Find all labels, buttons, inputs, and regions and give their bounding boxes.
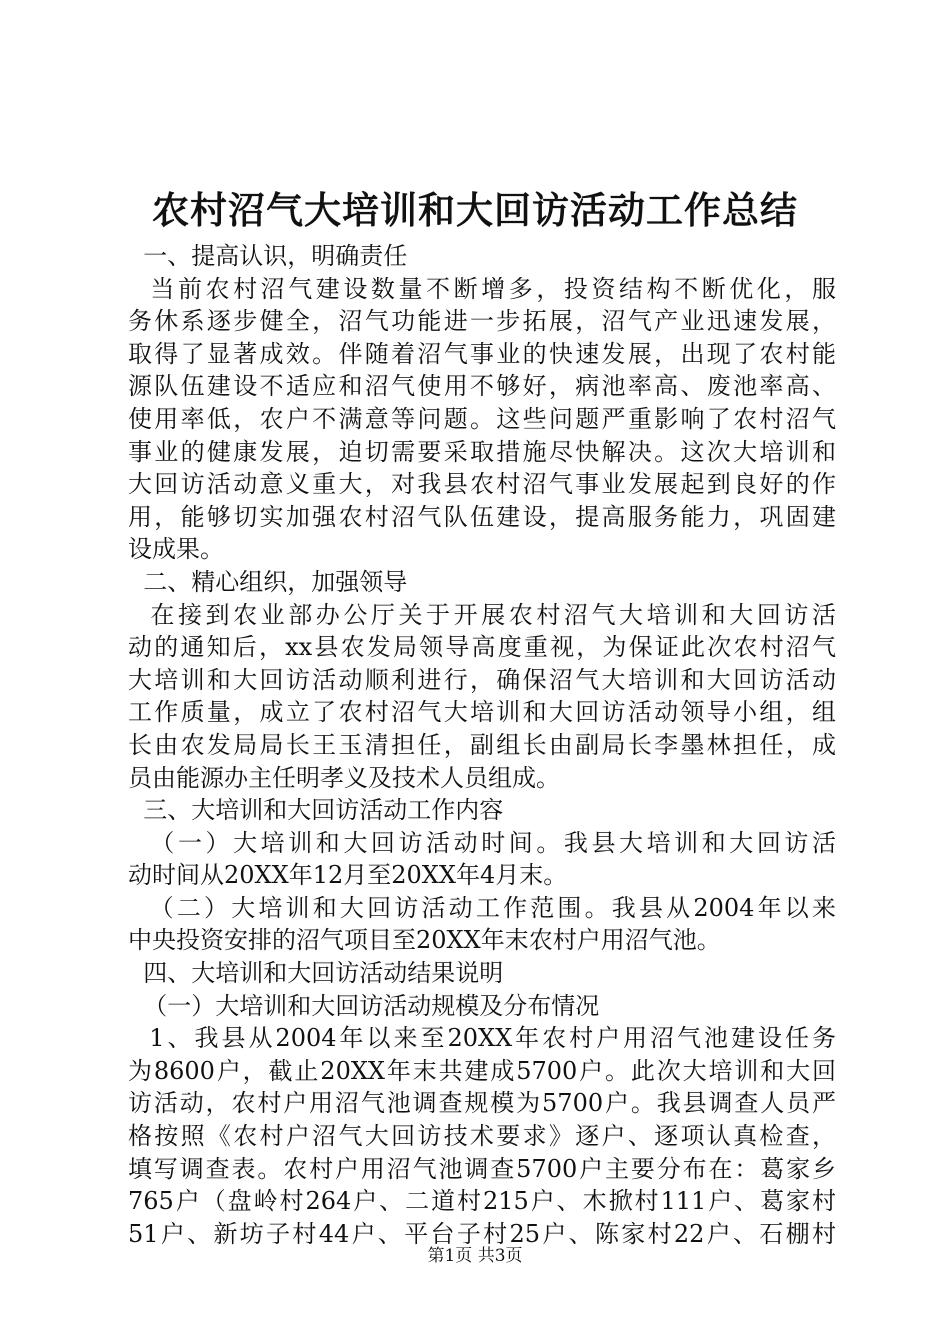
text-line: 格按照《农村户沼气大回访技术要求》逐户、逐项认真检查， <box>128 1122 836 1151</box>
text-line: 一、提高认识，明确责任 <box>128 242 408 270</box>
text-line: 中央投资安排的沼气项目至20XX年末农村户用沼气池。 <box>128 926 721 955</box>
text-line: 访活动，农村户用沼气池调查规模为5700户。我县调查人员严 <box>128 1089 836 1118</box>
text-line: 长由农发局局长王玉清担任，副组长由副局长李墨林担任，成 <box>128 730 836 759</box>
text-line: 务休系逐步健全，沼气功能进一步拓展，沼气产业迅速发展， <box>128 307 836 336</box>
text-line: 工作质量，成立了农村沼气大培训和大回访活动领导小组，组 <box>128 698 836 727</box>
text-line: 填写调查表。农村户用沼气池调查5700户主要分布在：葛家乡 <box>128 1154 836 1183</box>
text-line: 大培训和大回访活动顺利进行，确保沼气大培训和大回访活动 <box>128 665 836 694</box>
text-line: 三、大培训和大回访活动工作内容 <box>128 796 504 825</box>
text-line: 大回访活动意义重大，对我县农村沼气事业发展起到良好的作 <box>128 470 836 499</box>
text-line: 源队伍建设不适应和沼气使用不够好，病池率高、废池率高、 <box>128 372 836 401</box>
text-line: 设成果。 <box>128 535 224 564</box>
document-body <box>128 240 836 1250</box>
text-line: 动的通知后，xx县农发局领导高度重视，为保证此次农村沼气 <box>128 633 836 662</box>
text-line: 使用率低，农户不满意等问题。这些问题严重影响了农村沼气 <box>128 404 836 433</box>
text-line: （二）大培训和大回访活动工作范围。我县从2004年以来 <box>128 893 836 922</box>
page-footer: 第1页 共3页 <box>427 1246 523 1266</box>
text-line: 51户、新坊子村44户、平台子村25户、陈家村22户、石棚村 <box>128 1219 836 1248</box>
text-line: 动时间从20XX年12月至20XX年4月末。 <box>128 861 568 890</box>
text-line: 四、大培训和大回访活动结果说明 <box>128 959 504 988</box>
text-line: 用，能够切实加强农村沼气队伍建设，提高服务能力，巩固建 <box>128 502 836 531</box>
text-line: 员由能源办主任明孝义及技术人员组成。 <box>128 763 560 792</box>
text-line: 1、我县从2004年以来至20XX年农村户用沼气池建设任务 <box>128 1024 836 1053</box>
text-line: 当前农村沼气建设数量不断增多，投资结构不断优化，服 <box>128 274 836 303</box>
text-line: 为8600户，截止20XX年末共建成5700户。此次大培训和大回 <box>128 1056 836 1085</box>
text-line: 事业的健康发展，迫切需要采取措施尽快解决。这次大培训和 <box>128 437 836 466</box>
text-line: 在接到农业部办公厅关于开展农村沼气大培训和大回访活 <box>128 600 836 629</box>
text-line: 二、精心组织，加强领导 <box>128 567 408 596</box>
text-line: 765户（盘岭村264户、二道村215户、木掀村111户、葛家村 <box>128 1187 836 1216</box>
document-title: 农村沼气大培训和大回访活动工作总结 <box>152 188 798 232</box>
text-line: 取得了显著成效。伴随着沼气事业的快速发展，出现了农村能 <box>128 339 836 368</box>
text-line: （一）大培训和大回访活动时间。我县大培训和大回访活 <box>128 828 836 857</box>
text-line: （一）大培训和大回访活动规模及分布情况 <box>128 991 600 1020</box>
